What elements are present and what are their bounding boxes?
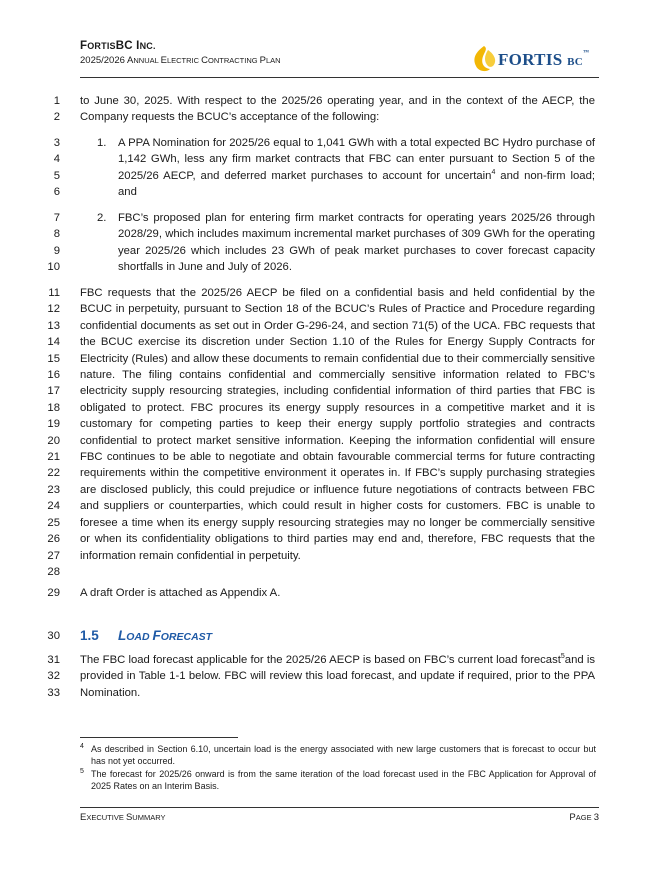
- list-item-1: 1. A PPA Nomination for 2025/26 equal to 1,041 GWh with a total expected BC Hydro purchase of 1,142 GWh, less any firm market contracts that FBC can enter pursuant to Section 5 of the 2025/26 AECP, and deferred market purchases to account for uncertain$^4$ and non-firm load; and: [97, 137, 595, 199]
- paragraph-draft-order: A draft Order is attached as Appendix A.: [80, 587, 281, 599]
- logo-wordmark: FORTIS BC™: [498, 50, 590, 69]
- section-heading-load-forecast: [80, 628, 212, 643]
- line-numbers-p3: 29: [47, 587, 60, 599]
- header-rule: [80, 77, 599, 78]
- paragraph-confidentiality: FBC requests that the 2025/26 AECP be filed on a confidential basis and held confidential by the BCUC in perpetuity, pursuant to Section 18 of the BCUC’s Rules of Practice and Procedure regarding confidential documents as set out in Order G-296-24, and section 71(5) of the UCA. FBC requests that the BCUC exercise its discretion under Section 1.10 of the Rules for Energy Supply Contracts for Electricity (Rules) and allow these documents to remain confidential due to their commercially sensitive nature. The filing contains confidential and commercially sensitive information related to FBC’s electricity supply resourcing strategies, including confidential information of third parties that FBC is obligated to protect. FBC procures its energy supply resources in a competitive market and it is customary for competing parties to keep their energy supply portfolio strategies and contracts confidential to protect market sensitive information. Keeping the information confidential will ensure FBC continues to be able to negotiate and obtain favourable commercial terms for future contracting requirements within the competitive environment it operates in. If FBC’s supply purchasing strategies are disclosed publicly, this could prejudice or influence future negotiations of contracts between FBC and suppliers or counterparties, which could result in higher costs for customers. FBC is unable to foresee a time when its energy supply resourcing strategies may no longer be commercially sensitive or when its confidentiality obligations to third parties may end and, therefore, FBC requests that the information remain confidential in perpetuity.: [80, 287, 595, 562]
- line-numbers-p2: 11 12 13 14 15 16 17 18 19 20 21 22 23 24 25 26 27 28: [47, 287, 60, 578]
- footer-rule: [80, 807, 599, 808]
- paragraph-load-forecast: The FBC load forecast applicable for the 2025/26 AECP is based on FBC’s current load forecast$^5$and is provided in Table 1-1 below. FBC will review this load forecast, and update if required, prior to the PPA Nomination.: [80, 653, 596, 699]
- footnote-5: 5 The forecast for 2025/26 onward is from the same iteration of the load forecast used in the FBC Application for Approval of 2025 Rates on an Interim Basis.: [80, 768, 596, 791]
- header-document-title: 2025/2026 ANNUAL ELECTRIC CONTRACTING PLAN: [80, 55, 281, 66]
- footer-section-name: EXECUTIVE SUMMARY: [80, 812, 166, 823]
- flame-icon: [470, 44, 498, 74]
- list-item-2: 2. FBC’s proposed plan for entering firm market contracts for operating years 2025/26 through 2028/29, which includes maximum incremental market purchases of 309 GWh for the operating year 2025/26 which includes 23 GWh of peak market purchases to cover forecast capacity shortfalls in June and July of 2026.: [97, 212, 595, 274]
- header-company: FORTISBC INC.: [80, 40, 156, 52]
- list-number: 2.: [97, 212, 107, 224]
- section-number: 1.5: [80, 628, 99, 643]
- footnote-separator: [80, 737, 238, 738]
- list-number: 1.: [97, 137, 107, 149]
- line-numbers-p4: 31 32 33: [47, 654, 60, 699]
- line-numbers-item1: 3 4 5 6: [53, 137, 60, 199]
- footnote-ref-5[interactable]: 5: [560, 653, 565, 660]
- footnote-ref-4[interactable]: 4: [491, 168, 496, 176]
- line-numbers-item2: 7 8 9 10: [47, 212, 60, 274]
- fortisbc-logo: [470, 44, 600, 74]
- line-numbers-p1: 1 2: [53, 95, 60, 124]
- page-number: PAGE 3: [569, 812, 599, 823]
- section-title: LOAD FORECAST: [118, 628, 213, 643]
- paragraph-intro: to June 30, 2025. With respect to the 2025/26 operating year, and in the context of the AECP, the Company requests the BCUC’s acceptance of the following:: [80, 95, 595, 124]
- line-number-section: 30: [47, 630, 60, 642]
- footnote-4: 4 As described in Section 6.10, uncertain load is the energy associated with new large customers that is forecast to occur but has not yet occurred.: [80, 743, 596, 766]
